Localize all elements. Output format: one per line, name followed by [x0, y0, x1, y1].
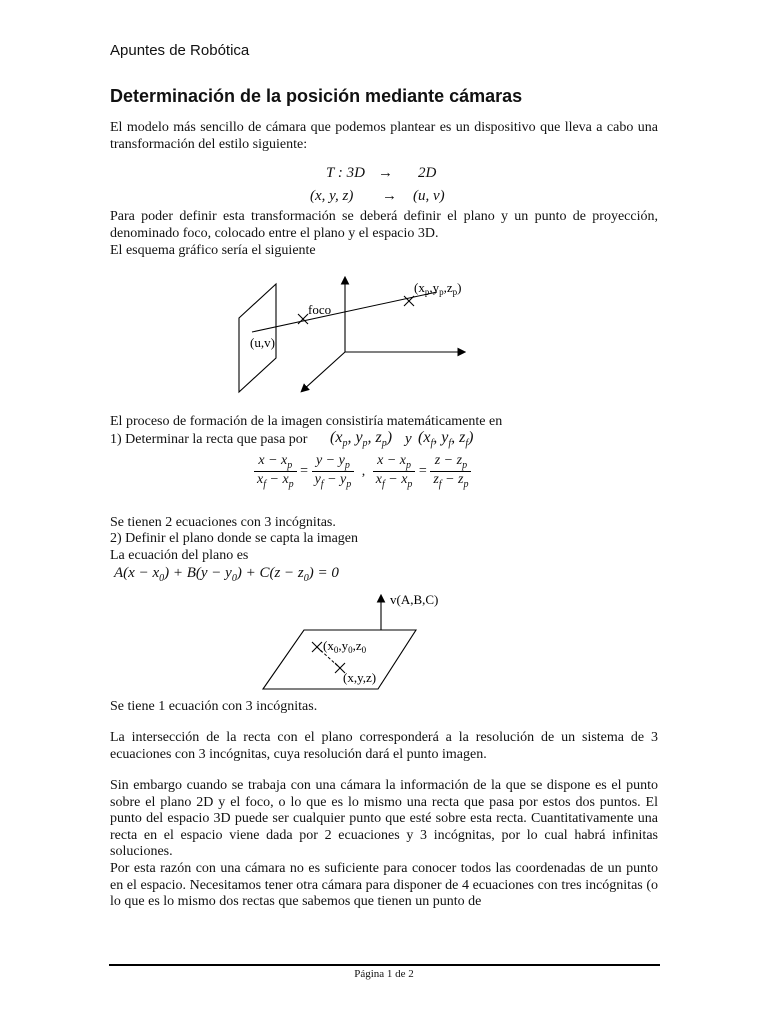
line-point-p: ($x_p$, $y_p$, $z_p$): [330, 429, 393, 450]
y-axis: [302, 352, 345, 391]
running-header: Apuntes de Robótica: [110, 42, 250, 59]
focus-label: foco: [308, 302, 332, 317]
plane-equation: $A(x - x_0) + B(y - y_0) + C(z - z_0) = 0$: [114, 565, 339, 584]
eq-frac-z: $\frac{z - z_p}{z_f - z_p}$: [430, 453, 471, 490]
scheme-intro: El esquema gráfico sería el siguiente: [110, 243, 316, 258]
map-xyz: (x, y, z): [310, 188, 354, 204]
p0-marker: [312, 642, 322, 652]
one-equation-note: Se tiene 1 ecuación con 3 incógnitas.: [110, 699, 318, 714]
p0-label: ($x_0,y_0,z_0$: [323, 638, 367, 655]
eq-frac-x2: $\frac{x - x_p}{x_f - x_p}$: [373, 453, 416, 490]
intro-paragraph: El modelo más sencillo de cámara que podemos plantear es un dispositivo que lleva a cabo una transformación del estilo siguiente:: [110, 120, 658, 152]
step-1-and: y: [405, 431, 412, 447]
line-equations: [254, 453, 471, 490]
definition-paragraph: Para poder definir esta transformación se deberá definir el plano y un punto de proyección, denominado foco, colocado entre el plano y el espacio 3D.: [110, 209, 658, 241]
two-equations-note: Se tienen 2 ecuaciones con 3 incógnitas.: [110, 515, 336, 530]
plane-diagram: [260, 588, 460, 692]
eq-frac-y: $\frac{y - y_p}{y_f - y_p}$: [312, 453, 355, 490]
footer-rule: [109, 964, 660, 966]
step-1-text: 1) Determinar la recta que pasa por: [110, 432, 308, 447]
p-label: (x,y,z): [343, 670, 377, 685]
point-label: $(x_p,y_p,z_p)$: [414, 280, 462, 297]
process-paragraph: El proceso de formación de la imagen consistiría matemáticamente en: [110, 414, 503, 429]
uv-label: (u,v): [250, 335, 275, 350]
focus-marker: [298, 314, 308, 324]
map-T: T : 3D: [326, 165, 365, 181]
eq-equals-2: =: [418, 463, 427, 479]
plane-eq-intro: La ecuación del plano es: [110, 548, 249, 563]
eq-frac-x: $\frac{x - x_p}{x_f - x_p}$: [254, 453, 297, 490]
projection-diagram: [230, 266, 490, 402]
line-point-f: ($x_f$, $y_f$, $z_f$): [418, 429, 474, 450]
map-2D: 2D: [418, 165, 437, 181]
intersection-paragraph: La intersección de la recta con el plano corresponderá a la resolución de un sistema de 3 ecuaciones con 3 incógnitas, cuya resolución dará el punto imagen.: [110, 730, 658, 762]
single-camera-paragraph: Sin embargo cuando se trabaja con una cámara la información de la que se dispone es el punto sobre el plano 2D y el foco, o lo que es lo mismo una recta que pasa por estos dos puntos. El punto del espacio 3D puede ser cualquier punto que esté sobre esta recta. Cuantitativamente una recta en el espacio viene dada por 2 ecuaciones y 3 incógnitas, por lo cual habrá infinitas soluciones.: [110, 778, 658, 859]
map-arrow-2: →: [382, 188, 397, 204]
two-cameras-paragraph: Por esta razón con una cámara no es suficiente para conocer todos las coordenadas de un punto en el espacio. Necesitamos tener otra cámara para disponer de 4 ecuaciones con tres incógnitas (o lo que es lo mismo dos rectas que sabemos que tienen un punto de: [110, 861, 658, 909]
step-2-text: 2) Definir el plano donde se capta la imagen: [110, 531, 359, 546]
map-arrow-1: →: [378, 165, 393, 181]
normal-label: v(A,B,C): [390, 592, 439, 607]
point-marker: [404, 296, 414, 306]
section-title: Determinación de la posición mediante cámaras: [110, 86, 523, 106]
eq-equals-1: =: [300, 463, 309, 479]
page-number: Página 1 de 2: [354, 968, 414, 980]
map-uv: (u, v): [413, 188, 445, 204]
eq-separator: ,: [361, 463, 366, 479]
